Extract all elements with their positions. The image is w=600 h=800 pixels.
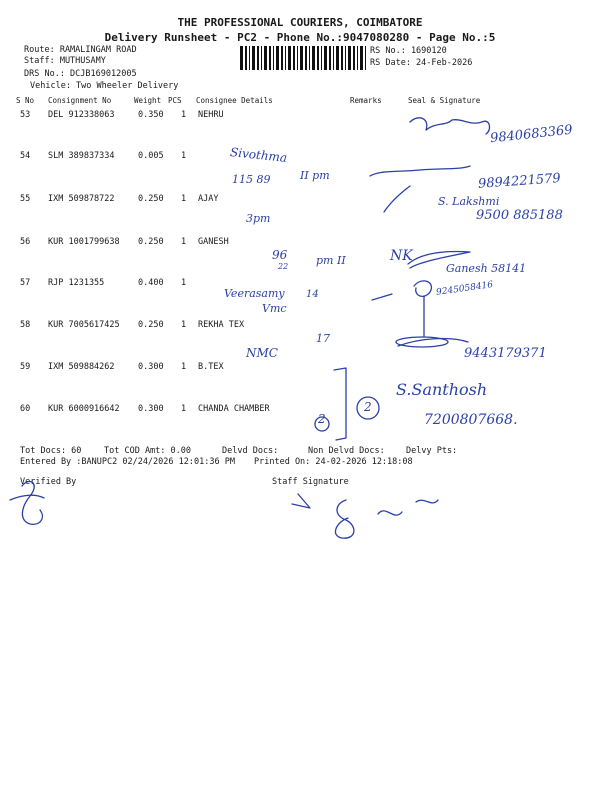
row-consignment: KUR 7005617425 (48, 320, 120, 330)
row-pcs: 1 (181, 362, 187, 372)
row-sno: 55 (20, 194, 31, 204)
hand-note-ii: II pm (300, 169, 330, 182)
col-consignment: Consignment No (48, 96, 112, 105)
row-consignment: SLM 389837334 (48, 151, 115, 161)
printed-on: Printed On: 24-02-2026 12:18:08 (254, 457, 413, 467)
route-label: Route: RAMALINGAM ROAD (24, 45, 137, 55)
row-consignment: KUR 1001799638 (48, 237, 120, 247)
row-sno: 57 (20, 278, 31, 288)
hand-phone-2: 9894221579 (477, 171, 562, 192)
delivered-docs: Delvd Docs: (222, 446, 279, 456)
entered-by: Entered By :BANUPC2 02/24/2026 12:01:36 PM (20, 457, 235, 467)
row-pcs: 1 (181, 151, 187, 161)
hand-note-pm2: pm II (316, 254, 346, 267)
row-pcs: 1 (181, 110, 187, 120)
row-pcs: 1 (181, 404, 187, 414)
row-sno: 58 (20, 320, 31, 330)
row-consignee: AJAY (198, 194, 219, 204)
row-weight: 0.350 (138, 110, 164, 120)
row-weight: 0.400 (138, 278, 164, 288)
hand-name-lakshmi: S. Lakshmi (438, 195, 500, 208)
rs-date: RS Date: 24-Feb-2026 (370, 58, 473, 68)
hand-note-96: 96 (272, 248, 288, 262)
verified-by-label: Verified By (20, 477, 77, 487)
staff-label: Staff: MUTHUSAMY (24, 56, 106, 66)
hand-note-17: 17 (316, 332, 330, 345)
row-sno: 54 (20, 151, 31, 161)
rs-number: RS No.: 1690120 (370, 46, 447, 56)
col-remarks: Remarks (350, 96, 382, 105)
hand-phone-1: 9840683369 (489, 122, 574, 147)
col-pcs: PCS (168, 96, 182, 105)
row-consignment: IXM 509884262 (48, 362, 115, 372)
row-consignee: CHANDA CHAMBER (198, 404, 270, 414)
total-cod: Tot COD Amt: 0.00 (104, 446, 191, 456)
col-seal: Seal & Signature (408, 96, 481, 105)
row-pcs: 1 (181, 194, 187, 204)
total-docs: Tot Docs: 60 (20, 446, 82, 456)
col-consignee: Consignee Details (196, 96, 273, 105)
hand-phone-5: 9443179371 (464, 346, 547, 361)
col-weight: Weight (134, 96, 162, 105)
hand-veerasamy: Veerasamy (224, 287, 285, 300)
hand-phone-6: 7200807668. (424, 412, 518, 428)
row-pcs: 1 (181, 320, 187, 330)
hand-name-54: Sivothma (229, 145, 288, 165)
hand-note-14: 14 (306, 289, 319, 300)
row-consignee: GANESH (198, 237, 229, 247)
col-sno: S No (16, 96, 35, 105)
row-weight: 0.250 (138, 194, 164, 204)
drs-label: DRS No.: DCJB169012005 (24, 69, 137, 79)
hand-note-115: 115 89 (232, 173, 271, 186)
barcode (240, 46, 366, 70)
non-delivered-docs: Non Delvd Docs: (308, 446, 385, 456)
hand-phone-4: 9245058416 (435, 280, 494, 298)
row-consignee: REKHA TEX (198, 320, 245, 330)
row-sno: 60 (20, 404, 31, 414)
hand-note-3pm: 3pm (246, 212, 271, 225)
runsheet-title: Delivery Runsheet - PC2 - Phone No.:9047080280 - Page No.:5 (104, 31, 496, 44)
hand-note-2a: 2 (318, 412, 326, 426)
row-weight: 0.300 (138, 404, 164, 414)
delivery-points: Delvy Pts: (406, 446, 458, 456)
hand-note-22: 22 (278, 262, 289, 271)
row-consignment: KUR 6000916642 (48, 404, 120, 414)
hand-nk: NK (390, 248, 413, 264)
row-weight: 0.300 (138, 362, 164, 372)
row-weight: 0.250 (138, 237, 164, 247)
row-consignee: NEHRU (198, 110, 224, 120)
hand-phone-3: 9500 885188 (476, 208, 563, 223)
hand-vmc: Vmc (262, 302, 287, 315)
hand-note-ganesh: Ganesh 58141 (446, 262, 527, 275)
hand-note-2b: 2 (364, 400, 372, 414)
hand-santhosh: S.Santhosh (396, 380, 488, 399)
row-sno: 56 (20, 237, 31, 247)
row-weight: 0.250 (138, 320, 164, 330)
row-weight: 0.005 (138, 151, 164, 161)
row-sno: 59 (20, 362, 31, 372)
row-consignment: RJP 1231355 (48, 278, 105, 288)
row-sno: 53 (20, 110, 31, 120)
row-consignee: B.TEX (198, 362, 224, 372)
hand-nmc: NMC (246, 346, 278, 360)
row-pcs: 1 (181, 278, 187, 288)
row-consignment: DEL 912338063 (48, 110, 115, 120)
row-consignment: IXM 509878722 (48, 194, 115, 204)
row-pcs: 1 (181, 237, 187, 247)
company-title: THE PROFESSIONAL COURIERS, COIMBATORE (177, 16, 423, 29)
vehicle-label: Vehicle: Two Wheeler Delivery (30, 81, 179, 91)
staff-signature-label: Staff Signature (272, 477, 349, 487)
